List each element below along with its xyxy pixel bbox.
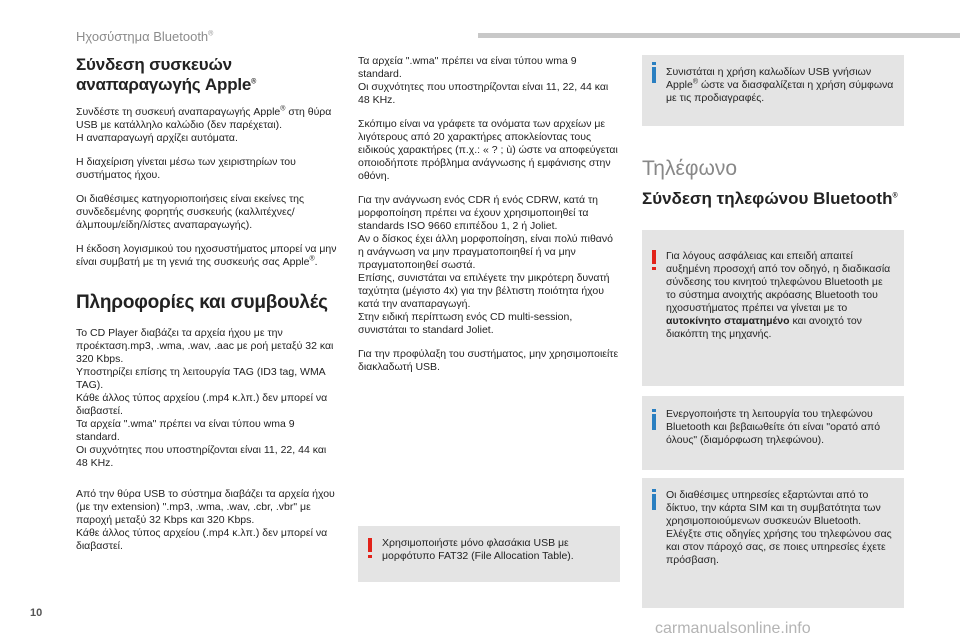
info-note-text — [666, 489, 894, 567]
paragraph — [76, 106, 338, 145]
paragraph: Η διαχείριση γίνεται μέσω των χειριστηρίων του συστήματος ήχου. — [76, 156, 296, 181]
sup: ® — [692, 78, 699, 86]
subheading-text: Σύνδεση τηλεφώνου Bluetooth — [642, 189, 893, 208]
column-2 — [358, 55, 620, 385]
text: Η αναπαραγωγή αρχίζει αυτόματα. — [76, 132, 238, 144]
watermark: carmanualsonline.info — [655, 620, 811, 637]
paragraph — [76, 488, 338, 553]
info-icon — [652, 414, 656, 430]
text: Αν ο δίσκος έχει άλλη μορφοποίηση, είναι πολύ πιθανό η ανάγνωση να μην πραγματοποιηθεί ή να μην πραγματοποιηθεί σωστά. — [358, 233, 613, 271]
sup: ® — [280, 105, 286, 113]
warning-note-safety — [642, 230, 904, 386]
subheading-bluetooth-phone — [642, 189, 898, 209]
warning-note-text — [666, 250, 894, 341]
text: Οι συχνότητες που υποστηρίζονται είναι 11, 22, 44 και 48 KHz. — [358, 81, 609, 106]
text: Από την θύρα USB το σύστημα διαβάζει τα αρχεία ήχου (με την extension) ".mp3, .wma, .wav, .cbr, .vbr" με παροχή μεταξύ 32 Kbps και 320 Kbps. — [76, 488, 335, 526]
header-title-sup: ® — [208, 30, 214, 38]
text: Οι συχνότητες που υποστηρίζονται είναι 11, 22, 44 και 48 KHz. — [76, 444, 327, 469]
heading-phone: Τηλέφωνο — [642, 157, 738, 180]
text: Κάθε άλλος τύπος αρχείου (.mp4 κ.λπ.) δεν μπορεί να διαβαστεί. — [76, 527, 328, 552]
info-note-apple-cable — [642, 55, 904, 126]
info-icon — [652, 494, 656, 510]
text: Για την ανάγνωση ενός CDR ή ενός CDRW, κατά τη μορφοποίηση πρέπει να έχουν χρησιμοποιηθεί τα standards ISO 9660 επιπέδου 1, 2 ή Joliet. — [358, 194, 598, 232]
header-title-text: Ηχοσύστημα Bluetooth — [76, 29, 209, 44]
info-note-services — [642, 478, 904, 608]
paragraph: Οι διαθέσιμες κατηγοριοποιήσεις είναι εκείνες της συνδεδεμένης φορητής συσκευής (καλλιτέχνες/ άλμπουμ/είδη/λίστες αναπαραγωγής). — [76, 193, 305, 231]
section-title-apple-text: Σύνδεση συσκευών αναπαραγωγής Apple — [76, 55, 252, 94]
text: Η έκδοση λογισμικού του ηχοσυστήματος μπορεί να μην είναι συμβατή με τη γενιά της συσκευής σας Apple — [76, 243, 337, 268]
text: Συνιστάται η χρήση καλωδίων USB γνήσιων Apple — [666, 66, 872, 91]
text: Τα αρχεία ".wma" πρέπει να είναι τύπου wma 9 standard. — [358, 55, 577, 80]
text: Στην ειδική περίπτωση ενός CD multi-session, συνιστάται το standard Joliet. — [358, 311, 573, 336]
info-icon — [652, 67, 656, 83]
info-note-visibility — [642, 396, 904, 470]
subheading-sup: ® — [892, 192, 898, 200]
section-title-apple — [76, 55, 338, 95]
text: . — [314, 256, 318, 268]
paragraph — [358, 194, 620, 337]
paragraph — [76, 327, 338, 470]
sup: ® — [309, 255, 315, 263]
warning-note-usb — [358, 526, 620, 582]
section-title-apple-sup: ® — [251, 78, 257, 86]
bold-text: αυτοκίνητο σταματημένο — [666, 315, 790, 327]
text: Για λόγους ασφάλειας και επειδή απαιτεί αυξημένη προσοχή από τον οδηγό, η διαδικασία σύνδεσης του κινητού τηλεφώνου Bluetooth με το σύστημα ανοιχτής ακρόασης Bluetooth του ηχοσυστήματος πρέπει να γίνεται με το — [666, 250, 891, 314]
page-number: 10 — [30, 607, 43, 619]
warning-icon — [652, 250, 656, 264]
text: Ελέγξτε στις οδηγίες χρήσης του τηλεφώνου σας και στον πάροχό σας, σε ποιες υπηρεσίες έχετε πρόσβαση. — [666, 528, 892, 566]
text: ώστε να διασφαλίζεται η χρήση σύμφωνα με τις προδιαγραφές. — [666, 79, 894, 104]
text: Οι διαθέσιμες υπηρεσίες εξαρτώνται από το δίκτυο, την κάρτα SIM και τη συμβατότητα των χρησιμοποιούμενων συσκευών Bluetooth. — [666, 489, 881, 527]
info-note-text — [666, 66, 894, 105]
text: Συνδέστε τη συσκευή αναπαραγωγής Apple — [76, 106, 281, 118]
paragraph: Για την προφύλαξη του συστήματος, μην χρησιμοποιείτε διακλαδωτή USB. — [358, 348, 619, 373]
info-note-text: Ενεργοποιήστε τη λειτουργία του τηλεφώνου Bluetooth και βεβαιωθείτε ότι είναι "ορατό από όλους" (διαμόρφωση τηλεφώνου). — [666, 408, 881, 446]
text: Υποστηρίζει επίσης τη λειτουργία TAG (ID3 tag, WMA TAG). — [76, 366, 326, 391]
section-title-info: Πληροφορίες και συμβουλές — [76, 292, 328, 313]
header-title — [76, 29, 213, 44]
column-1 — [76, 55, 338, 564]
warning-note-text: Χρησιμοποιήστε μόνο φλασάκια USB με μορφότυπο FAT32 (File Allocation Table). — [382, 537, 574, 562]
text: στη θύρα USB με κατάλληλο καλώδιο (δεν παρέχεται). — [76, 106, 332, 131]
warning-icon — [368, 538, 372, 552]
text: και ανοιχτό τον διακόπτη της μηχανής. — [666, 315, 862, 340]
text: Επίσης, συνιστάται να επιλέγετε την μικρότερη δυνατή ταχύτητα (μέγιστο 4x) για την βέλτιστη ποιότητα ήχου κατά την αναπαραγωγή. — [358, 272, 610, 310]
text: Το CD Player διαβάζει τα αρχεία ήχου με την προέκταση.mp3, .wma, .wav, .aac με ροή μεταξύ 32 και 320 Kbps. — [76, 327, 334, 365]
paragraph: Σκόπιμο είναι να γράφετε τα ονόματα των αρχείων με λιγότερους από 20 χαρακτήρες αποκλείοντας τους ειδικούς χαρακτήρες (π.χ.: « ? ; ù) ώστε να αποφεύγεται οποιοδήποτε πρόβλημα ανάγνωσης ή εμφάνισης στην οθόνη. — [358, 118, 618, 182]
text: Κάθε άλλος τύπος αρχείου (.mp4 κ.λπ.) δεν μπορεί να διαβαστεί. — [76, 392, 328, 417]
paragraph — [76, 243, 338, 269]
header-rule — [478, 33, 960, 38]
paragraph — [358, 55, 620, 107]
text: Τα αρχεία ".wma" πρέπει να είναι τύπου wma 9 standard. — [76, 418, 295, 443]
